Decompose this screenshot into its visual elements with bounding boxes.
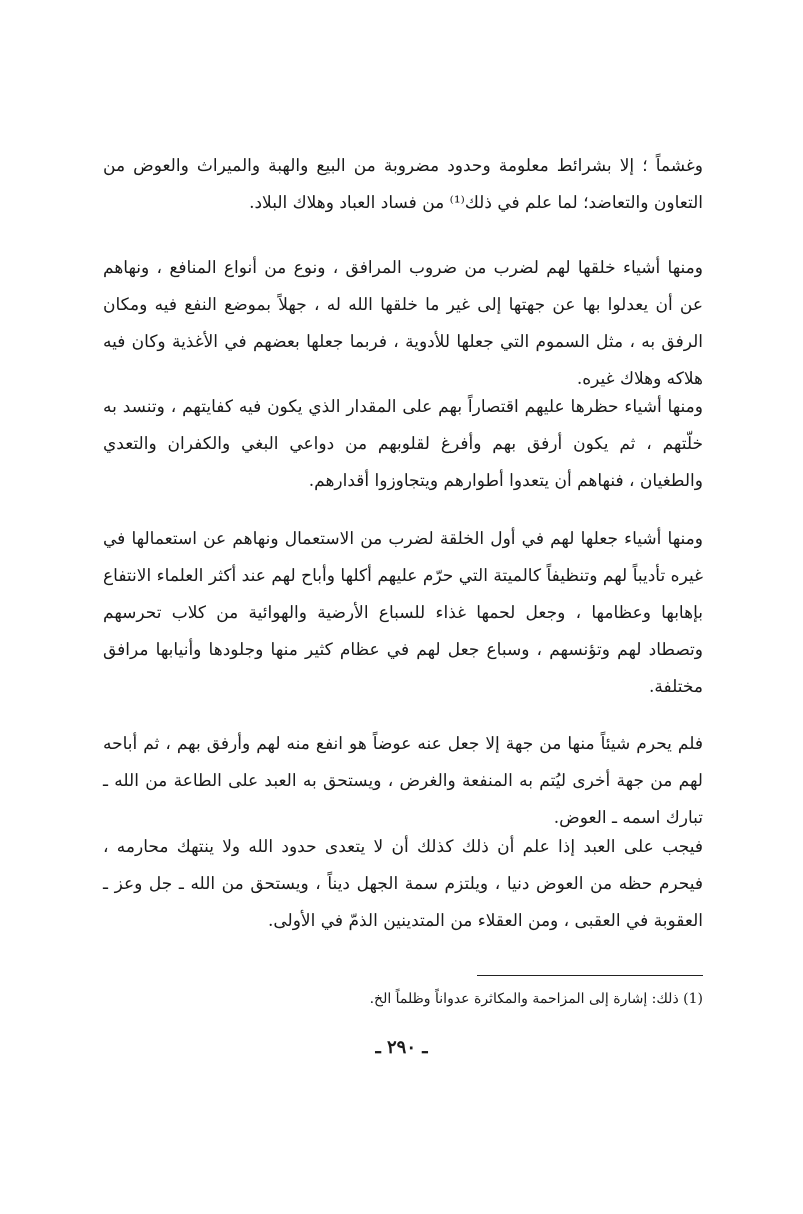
paragraph-4: ومنها أشياء جعلها لهم في أول الخلقة لضرب من الاستعمال ونهاهم عن استعمالها في غيره تأديباً لهم وتنظيفاً كالميتة التي حرّم عليهم أكلها وأباح لهم عند أكثر العلماء الانتفاع بإهابها وعظامها ، وجعل لحمها غذاء للسباع الأرضية والهوائية من كلاب تحرسهم وتصطاد لهم وتؤنسهم ، وسباع جعل لهم في عظام كثير منها وجلودها وأنيابها مرافق مختلفة.	[103, 529, 703, 697]
page-number: ـ ٢٩٠ ـ	[375, 1037, 428, 1058]
paragraph-6: فيجب على العبد إذا علم أن ذلك كذلك أن لا يتعدى حدود الله ولا ينتهك محارمه ، فيحرم حظه من العوض دنيا ، ويلتزم سمة الجهل ديناً ، ويستحق من الله ـ جل وعز ـ العقوبة في العقبى ، ومن العقلاء من المتدينين الذمّ في الأولى.	[103, 837, 703, 931]
paragraph-5: فلم يحرم شيئاً منها من جهة إلا جعل عنه عوضاً هو انفع منه لهم وأرفق بهم ، ثم أباحه لهم من جهة أخرى ليُتم به المنفعة والغرض ، ويستحق به العبد على الطاعة من الله ـ تبارك اسمه ـ العوض.	[103, 734, 703, 828]
footnote: (1) ذلك: إشارة إلى المزاحمة والمكاثرة عدواناً وظلماً الخ.	[369, 991, 703, 1007]
paragraph-2: ومنها أشياء خلقها لهم لضرب من ضروب المرافق ، ونوع من أنواع المنافع ، ونهاهم عن أن يعدلوا بها عن جهتها إلى غير ما خلقها الله له ، جهلاً بموضع النفع فيه ومكان الرفق به ، مثل السموم التي جعلها للأدوية ، فربما جعلها بعضهم في الأغذية وكان فيه هلاكه وهلاك غيره.	[103, 258, 703, 389]
paragraph-1: وغشماً ؛ إلا بشرائط معلومة وحدود مضروبة من البيع والهبة والميراث والعوض من التعاون والتعاضد؛ لما علم في ذلك⁽¹⁾ من فساد العباد وهلاك البلاد.	[103, 156, 703, 213]
footnote-divider	[477, 975, 703, 976]
paragraph-3: ومنها أشياء حظرها عليهم اقتصاراً بهم على المقدار الذي يكون فيه كفايتهم ، وتنسد به خلّتهم ، ثم يكون أرفق بهم وأفرغ لقلوبهم من دواعي البغي والكفران والتعدي والطغيان ، فنهاهم أن يتعدوا أطوارهم ويتجاوزوا أقدارهم.	[103, 397, 703, 491]
